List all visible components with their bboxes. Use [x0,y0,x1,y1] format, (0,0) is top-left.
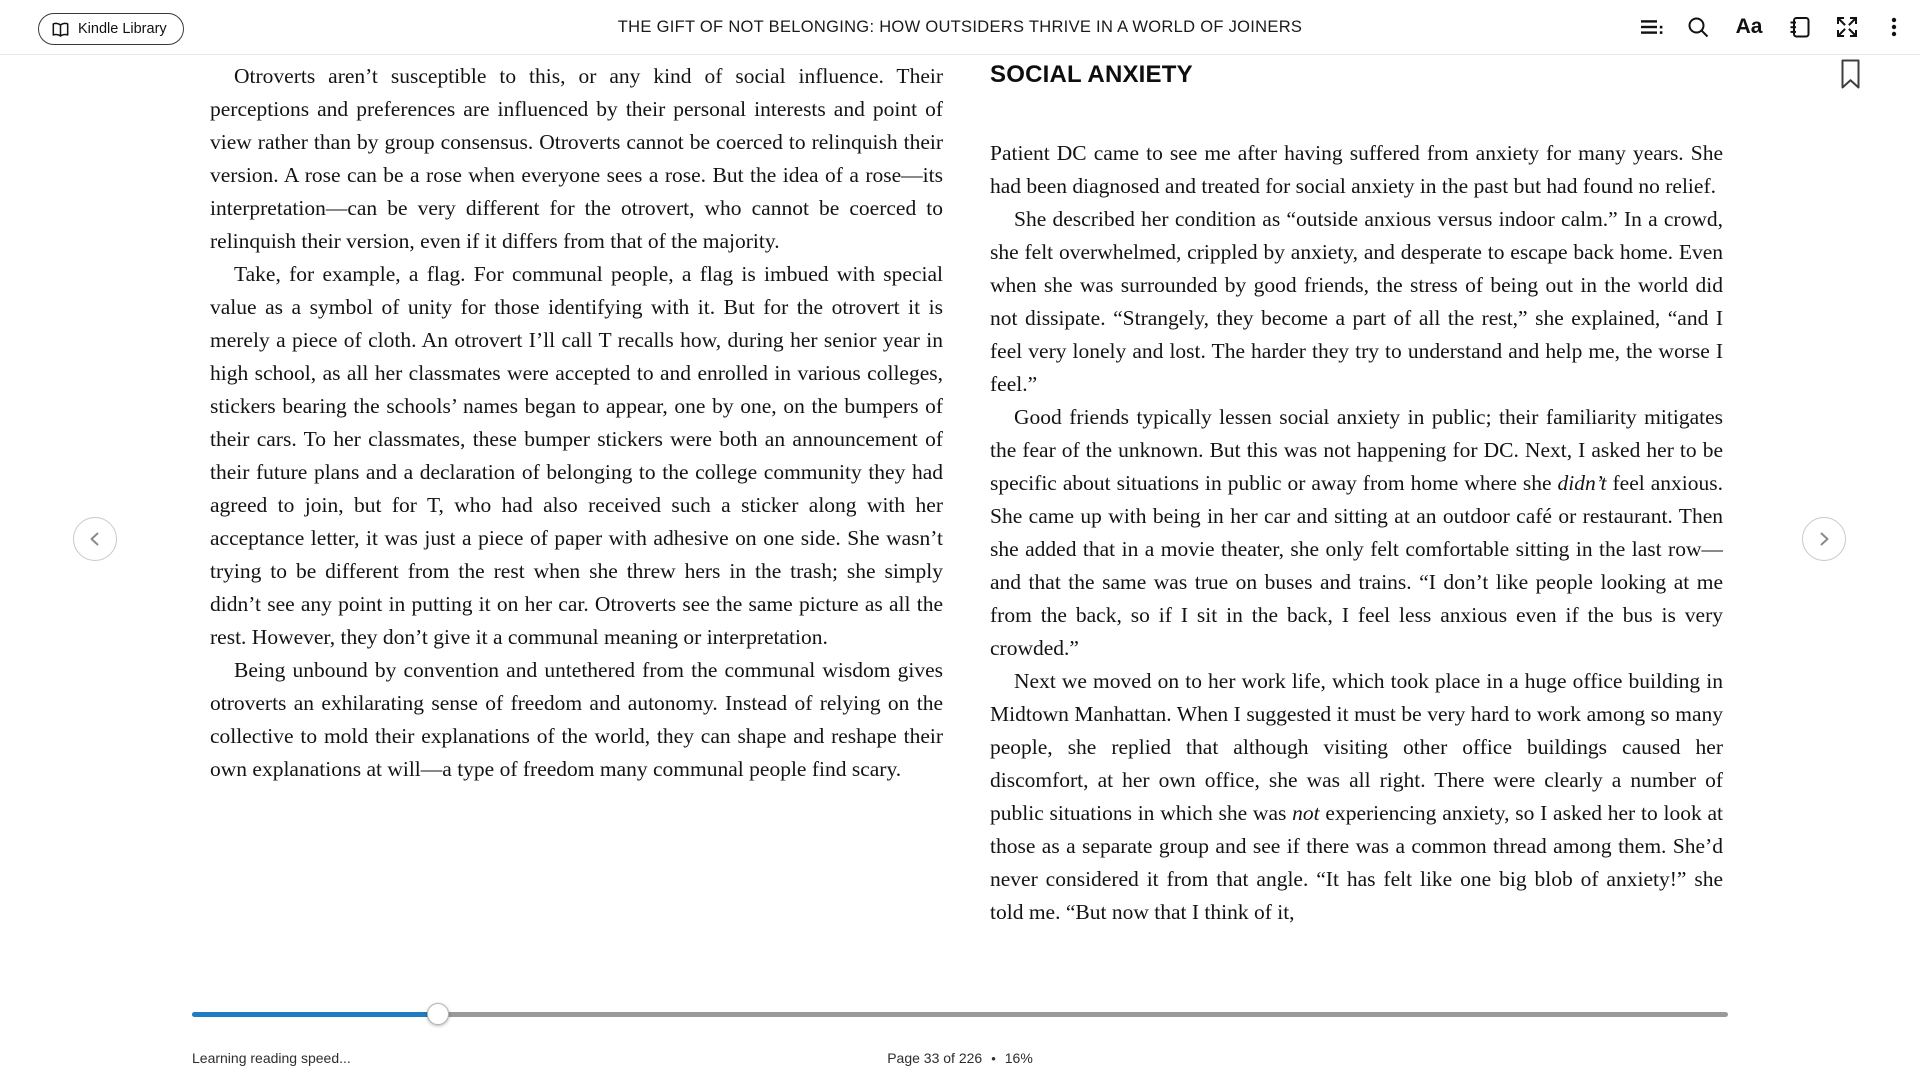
fullscreen-icon [1835,15,1859,39]
bookmark-icon [1840,59,1861,90]
toc-menu-button[interactable] [1639,15,1663,39]
open-book-icon [51,21,70,38]
book-paragraph: Being unbound by convention and untethered from the communal wisdom gives otroverts an exhilarating sense of freedom and autonomy. Instead of relying on the collective to mold their explanations of the world, they can shape and reshape their own explanations at will—a type of freedom many communal people find scary. [210,658,943,781]
notebook-button[interactable] [1788,15,1812,39]
progress-slider-thumb[interactable] [427,1003,449,1025]
progress-fill [192,1012,438,1017]
toc-icon [1639,15,1663,39]
typography-icon: Aa [1735,15,1763,38]
page-left-column [210,60,943,940]
chevron-right-icon [1814,529,1834,549]
section-heading: SOCIAL ANXIETY [990,61,1193,88]
previous-page-button[interactable] [73,517,117,561]
chevron-left-icon [85,529,105,549]
overflow-menu-icon [1882,15,1906,39]
top-toolbar [0,0,1920,55]
book-paragraph: Good friends typically lessen social anxiety in public; their familiarity mitigates the fear of the unknown. But this was not happening for DC. Next, I asked her to be specific about situations in public or away from home where she didn’t feel anxious. She came up with being in her car and sitting at an outdoor café or restaurant. Then she added that in a movie theater, she only felt comfortable sitting in the last row—and that the same was true on buses and trains. “I don’t like people looking at me from the back, so if I sit in the back, I feel less anxious even if the bus is very crowded.” [990,405,1723,660]
search-icon [1686,15,1710,39]
separator-dot: • [991,1051,996,1066]
book-paragraph: Otroverts aren’t susceptible to this, or any kind of social influence. Their perceptions and preferences are influenced by their personal interests and point of view rather than by group consensus. Otroverts cannot be coerced to relinquish their version. A rose can be a rose when everyone sees a rose. But the idea of a rose—its interpretation—can be very different for the otrovert, who cannot be coerced to relinquish their version, even if it differs from that of the majority. [210,64,943,253]
fullscreen-button[interactable] [1835,15,1859,39]
book-paragraph: Next we moved on to her work life, which took place in a huge office building in Midtown Manhattan. When I suggested it must be very hard to work among so many people, she replied that although visiting other office buildings caused her discomfort, at her own office, she was all right. There were clearly a number of public situations in which she was not experiencing anxiety, so I asked her to look at those as a separate group and see if there was a common thread among them. She’d never considered it from that angle. “It has felt like one big blob of anxiety!” she told me. “But now that I think of it, [990,669,1723,924]
typography-settings-button[interactable] [1733,15,1765,39]
reading-speed-status: Learning reading speed... [192,1050,351,1066]
next-page-button[interactable] [1802,517,1846,561]
bookmark-toggle[interactable] [1840,59,1861,90]
overflow-menu-button[interactable] [1882,15,1906,39]
book-paragraph: Take, for example, a flag. For communal people, a flag is imbued with special value as a symbol of unity for those identifying with it. But for the otrovert it is merely a piece of cloth. An otrovert I’ll call T recalls how, during her senior year in high school, as all her classmates were accepted to and enrolled in various colleges, stickers bearing the schools’ names began to appear, one by one, on the bumpers of their cars. To her classmates, these bumper stickers were both an announcement of their future plans and a declaration of belonging to the college community they had agreed to join, but for T, who had also received such a sticker along with her acceptance letter, it was just a piece of paper with adhesive on one side. She wasn’t trying to be different from the rest when she threw hers in the trash; she simply didn’t see any point in putting it on her car. Otroverts see the same picture as all the rest. However, they don’t give it a communal meaning or interpretation. [210,262,943,649]
percent-read-label: 16% [1004,1050,1033,1066]
notebook-icon [1788,15,1812,39]
right-column-paragraphs [990,137,1723,929]
kindle-library-label: Kindle Library [78,21,167,37]
page-number-label: Page 33 of 226 [887,1050,983,1066]
search-button[interactable] [1686,15,1710,39]
book-title: THE GIFT OF NOT BELONGING: HOW OUTSIDERS THRIVE IN A WORLD OF JOINERS [617,18,1303,36]
reading-progress-slider[interactable] [192,1012,1728,1017]
toolbar-actions [1639,0,1906,54]
book-paragraph: She described her condition as “outside anxious versus indoor calm.” In a crowd, she felt overwhelmed, crippled by anxiety, and desperate to escape back home. Even when she was surrounded by good friends, the stress of being out in the world did not dissipate. “Strangely, they become a part of all the rest,” she explained, “and I feel very lonely and lost. The harder they try to understand and help me, the worse I feel.” [990,207,1723,396]
kindle-library-button[interactable] [38,13,184,45]
book-paragraph: Patient DC came to see me after having suffered from anxiety for many years. She had been diagnosed and treated for social anxiety in the past but had found no relief. [990,141,1723,198]
page-right-column [990,60,1723,972]
page-position-info [0,1050,1920,1066]
